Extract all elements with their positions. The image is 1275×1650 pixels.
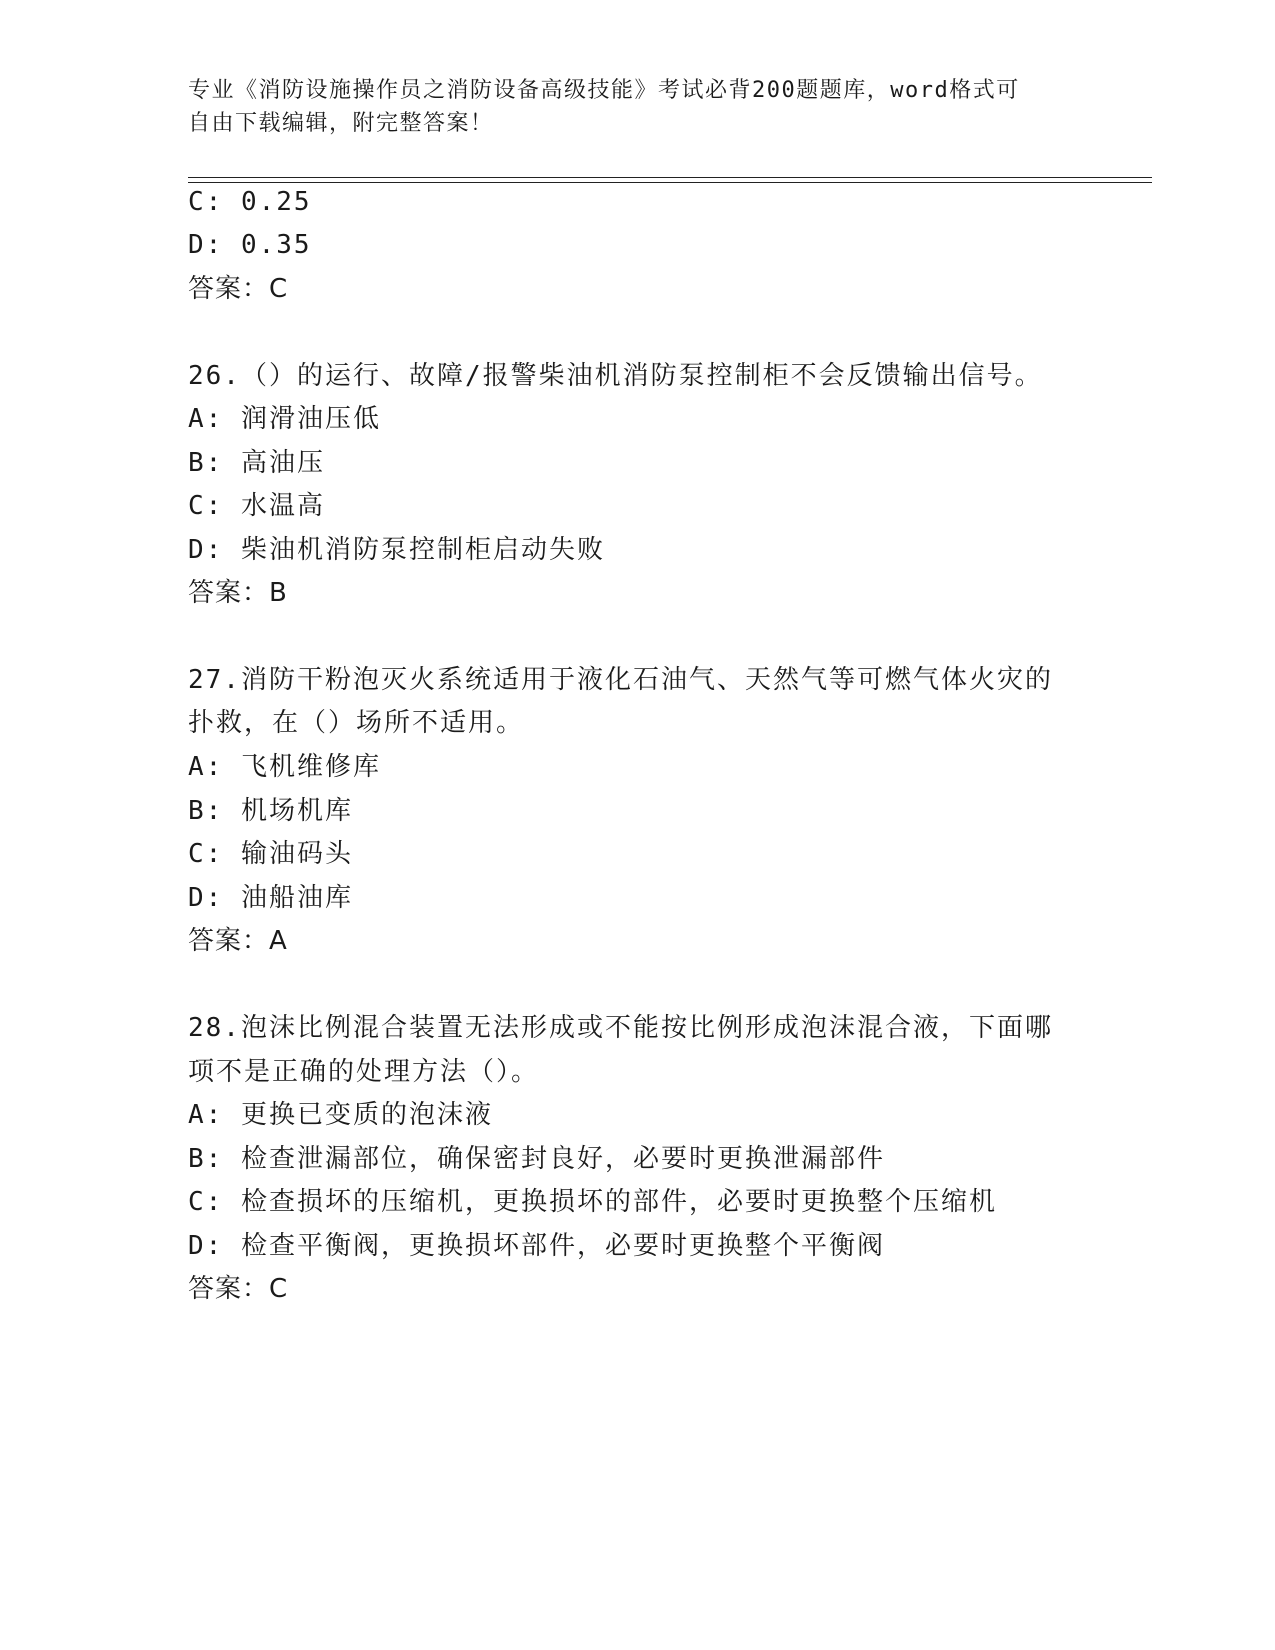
question-28-stem-line-2: 项不是正确的处理方法（）。 [188,1057,540,1087]
header-divider-bottom [188,182,1152,183]
question-27-option-d: D: 油船油库 [188,883,353,913]
question-26-option-c: C: 水温高 [188,491,325,521]
question-26-answer: 答案：B [188,578,288,608]
question-28-option-a: A: 更换已变质的泡沫液 [188,1100,493,1130]
question-26-option-a: A: 润滑油压低 [188,404,381,434]
question-27-option-a: A: 飞机维修库 [188,752,381,782]
option-c: C: 0.25 [188,187,312,217]
question-28-option-d: D: 检查平衡阀，更换损坏部件，必要时更换整个平衡阀 [188,1231,885,1261]
question-28-option-c: C: 检查损坏的压缩机，更换损坏的部件，必要时更换整个压缩机 [188,1187,997,1217]
question-27-option-c: C: 输油码头 [188,839,353,869]
document-header [188,74,1088,140]
question-27-answer: 答案：A [188,926,288,956]
question-27-option-b: B: 机场机库 [188,796,353,826]
question-26-stem: 26.（）的运行、故障/报警柴油机消防泵控制柜不会反馈输出信号。 [188,361,1043,391]
header-line-2: 自由下载编辑，附完整答案！ [188,111,494,136]
question-27-stem-line-2: 扑救，在（）场所不适用。 [188,708,525,738]
question-26-option-b: B: 高油压 [188,448,325,478]
header-divider-top [188,177,1152,178]
question-26-option-d: D: 柴油机消防泵控制柜启动失败 [188,535,605,565]
question-28-stem-line-1: 28.泡沫比例混合装置无法形成或不能按比例形成泡沫混合液，下面哪 [188,1013,1053,1043]
question-27-stem-line-1: 27.消防干粉泡灭火系统适用于液化石油气、天然气等可燃气体火灾的 [188,665,1053,695]
option-d: D: 0.35 [188,230,312,260]
question-28-option-b: B: 检查泄漏部位，确保密封良好，必要时更换泄漏部件 [188,1144,885,1174]
answer-line: 答案：C [188,274,289,304]
question-28-answer: 答案：C [188,1274,289,1304]
header-line-1: 专业《消防设施操作员之消防设备高级技能》考试必背200题题库，word格式可 [188,78,1020,103]
